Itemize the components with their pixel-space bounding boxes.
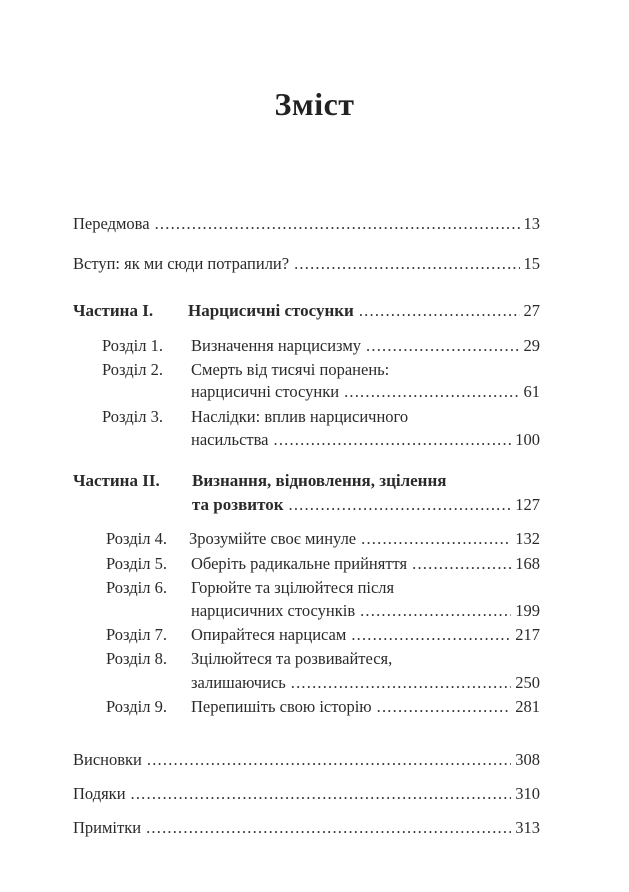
toc-entry-foreword[interactable]: [73, 213, 540, 235]
entry-title-line[interactable]: Горюйте та зцілюйтеся після: [191, 578, 395, 597]
dot-leader: [359, 300, 520, 322]
page-number: 168: [515, 554, 540, 573]
entry-title: насильства: [191, 430, 269, 449]
chapter-label: Розділ 4.: [106, 529, 167, 548]
chapter-label: Розділ 7.: [106, 625, 167, 644]
entry-title-line[interactable]: Наслідки: вплив нарцисичного: [191, 407, 409, 426]
toc-entry-conclusions[interactable]: [73, 749, 540, 771]
part-label: Частина І.: [73, 301, 154, 320]
dot-leader: [131, 783, 512, 805]
toc-entry-chapter-6[interactable]: [191, 600, 540, 622]
page-number: 15: [523, 254, 540, 273]
toc-entry-chapter-4[interactable]: [189, 528, 540, 550]
chapter-label: Розділ 6.: [106, 578, 167, 597]
dot-leader: [377, 696, 512, 718]
entry-title: Передмова: [73, 214, 150, 233]
dot-leader: [351, 624, 511, 646]
entry-title: Вступ: як ми сюди потрапили?: [73, 254, 290, 273]
toc-entry-part-2[interactable]: [192, 494, 540, 516]
chapter-label: Розділ 3.: [102, 407, 163, 426]
entry-title: нарцисичні стосунки: [191, 382, 340, 401]
dot-leader: [291, 672, 511, 694]
toc-entry-chapter-5[interactable]: [191, 553, 540, 575]
entry-title: залишаючись: [191, 673, 286, 692]
dot-leader: [344, 381, 519, 403]
chapter-label: Розділ 8.: [106, 649, 167, 668]
toc-entry-chapter-7[interactable]: [191, 624, 540, 646]
page-title: Зміст: [274, 86, 355, 122]
entry-title: Подяки: [73, 784, 126, 803]
toc-entry-chapter-9[interactable]: [191, 696, 540, 718]
entry-title: Перепишіть свою історію: [191, 697, 372, 716]
dot-leader: [366, 335, 519, 357]
entry-title: нарцисичних стосунків: [191, 601, 356, 620]
dot-leader: [360, 600, 511, 622]
page-number: 250: [515, 673, 540, 692]
page-number: 313: [515, 818, 540, 837]
dot-leader: [146, 817, 511, 839]
page-number: 29: [523, 336, 540, 355]
page-number: 310: [515, 784, 540, 803]
dot-leader: [155, 213, 520, 235]
dot-leader: [289, 494, 512, 516]
dot-leader: [361, 528, 511, 550]
page-number: 308: [515, 750, 540, 769]
toc-entry-chapter-8[interactable]: [191, 672, 540, 694]
dot-leader: [294, 253, 519, 275]
page-number: 281: [515, 697, 540, 716]
entry-title-line[interactable]: Зцілюйтеся та розвивайтеся,: [191, 649, 393, 668]
toc-entry-chapter-1[interactable]: [191, 335, 540, 357]
page-number: 127: [515, 495, 540, 514]
toc-entry-part-1[interactable]: [188, 300, 540, 322]
part-label: Частина ІІ.: [73, 471, 160, 490]
chapter-label: Розділ 2.: [102, 360, 163, 379]
toc-entry-chapter-3[interactable]: [191, 429, 540, 451]
page-number: 13: [523, 214, 540, 233]
page-number: 199: [515, 601, 540, 620]
toc-entry-notes[interactable]: [73, 817, 540, 839]
entry-title-line[interactable]: Визнання, відновлення, зцілення: [192, 471, 447, 490]
entry-title: Примітки: [73, 818, 142, 837]
page-number: 132: [515, 529, 540, 548]
page-number: 61: [523, 382, 540, 401]
entry-title: Оберіть радикальне прийняття: [191, 554, 408, 573]
toc-entry-acknowledgments[interactable]: [73, 783, 540, 805]
page-number: 100: [515, 430, 540, 449]
dot-leader: [412, 553, 511, 575]
dot-leader: [274, 429, 512, 451]
entry-title: Зрозумійте своє минуле: [189, 529, 357, 548]
entry-title: Визначення нарцисизму: [191, 336, 362, 355]
chapter-label: Розділ 9.: [106, 697, 167, 716]
entry-title: Опирайтеся нарцисам: [191, 625, 347, 644]
entry-title: Висновки: [73, 750, 142, 769]
dot-leader: [147, 749, 511, 771]
entry-title: Нарцисичні стосунки: [188, 301, 354, 320]
chapter-label: Розділ 1.: [102, 336, 163, 355]
toc-entry-introduction[interactable]: [73, 253, 540, 275]
entry-title: та розвиток: [192, 495, 284, 514]
chapter-label: Розділ 5.: [106, 554, 167, 573]
page-number: 217: [515, 625, 540, 644]
toc-entry-chapter-2[interactable]: [191, 381, 540, 403]
page-number: 27: [523, 301, 540, 320]
entry-title-line[interactable]: Смерть від тисячі поранень:: [191, 360, 390, 379]
